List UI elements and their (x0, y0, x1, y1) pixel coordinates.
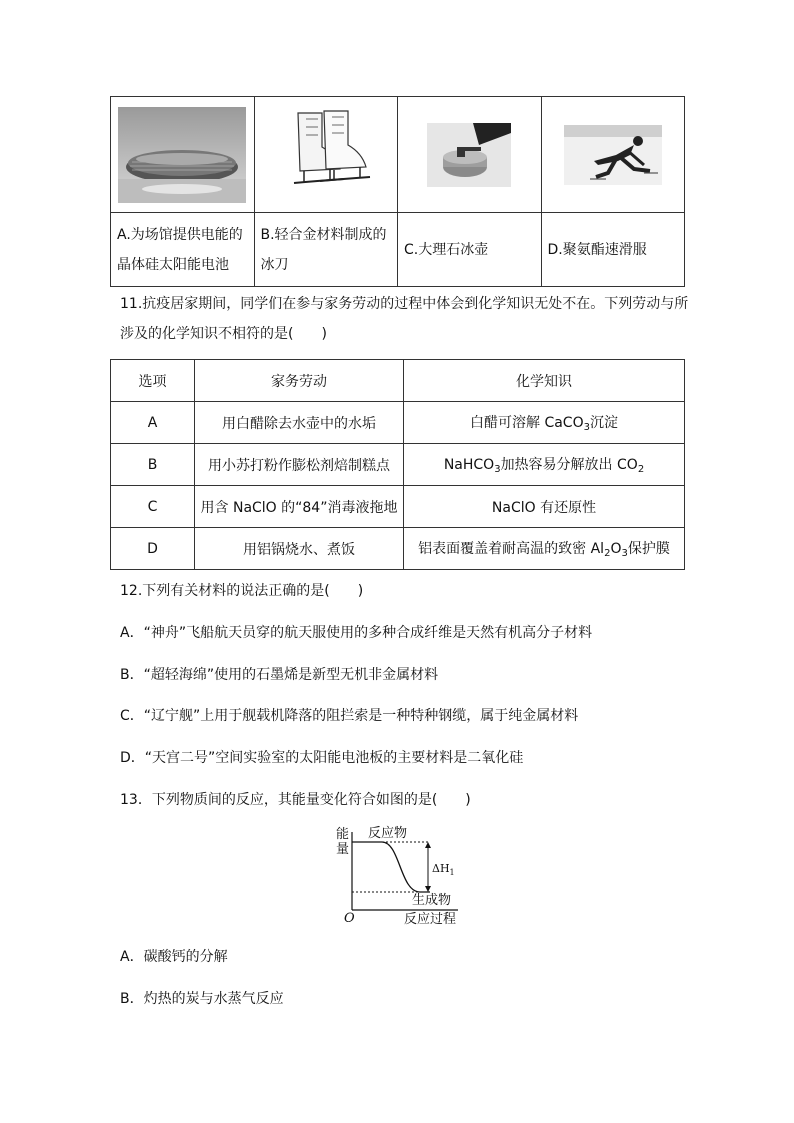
q10-table (110, 96, 685, 287)
q10-caption-b: B.轻合金材料制成的冰刀 (254, 213, 398, 287)
table-row (111, 528, 685, 570)
q11-row-knowledge: NaClO 有还原性 (404, 486, 685, 528)
x-axis-label: 反应过程 (404, 912, 457, 927)
curling-stone-image (427, 123, 511, 187)
ice-skates-image (276, 107, 376, 203)
q11-row-option: D (111, 528, 195, 570)
reactant-label: 反应物 (368, 826, 408, 841)
q11-table (110, 359, 685, 570)
energy-diagram (330, 822, 470, 928)
q11-row-knowledge: 白醋可溶解 CaCO$_3$沉淀 (404, 402, 685, 444)
q11-row-work: 用小苏打粉作膨松剂焙制糕点 (195, 444, 404, 486)
q13-option-b: B．灼热的炭与水蒸气反应 (120, 991, 284, 1007)
q12-option-d: D．“天宫二号”空间实验室的太阳能电池板的主要材料是二氧化硅 (120, 750, 524, 766)
q10-caption-a: A.为场馆提供电能的晶体硅太阳能电池 (111, 213, 255, 287)
q12-stem: 12.下列有关材料的说法正确的是( ) (120, 583, 364, 599)
q11-header-work: 家务劳动 (195, 360, 404, 402)
q10-caption-d: D.聚氨酯速滑服 (541, 213, 685, 287)
q11-row-knowledge: NaHCO$_3$加热容易分解放出 $CO_2$ (404, 444, 685, 486)
energy-axis-label-1: 能 (336, 827, 350, 842)
q11-row-work: 用白醋除去水壶中的水垢 (195, 402, 404, 444)
stadium-image (118, 107, 246, 203)
q10-pic-cell-c (398, 97, 542, 213)
speed-skater-image (564, 125, 662, 185)
delta-h-label: $\Delta H_1$ (432, 862, 455, 877)
q11-row-option: A (111, 402, 195, 444)
q10-pic-cell-d (541, 97, 685, 213)
q12-option-a: A．“神舟”飞船航天员穿的航天服使用的多种合成纤维是天然有机高分子材料 (120, 625, 593, 641)
q13-option-a: A．碳酸钙的分解 (120, 949, 228, 965)
product-label: 生成物 (412, 893, 452, 908)
table-row (111, 402, 685, 444)
q11-row-knowledge: 铝表面覆盖着耐高温的致密 $Al_2O_3$保护膜 (404, 528, 685, 570)
q11-header-knowledge: 化学知识 (404, 360, 685, 402)
q10-pic-cell-b (254, 97, 398, 213)
q12-option-b: B．“超轻海绵”使用的石墨烯是新型无机非金属材料 (120, 667, 439, 683)
q11-row-work: 用含 NaClO 的“84”消毒液拖地 (195, 486, 404, 528)
table-row (111, 444, 685, 486)
table-row (111, 486, 685, 528)
q13-stem: 13．下列物质间的反应，其能量变化符合如图的是( ) (120, 792, 471, 808)
q11-row-option: B (111, 444, 195, 486)
origin-label: O (344, 911, 355, 926)
q11-row-option: C (111, 486, 195, 528)
q11-header-option: 选项 (111, 360, 195, 402)
q10-caption-c: C.大理石冰壶 (398, 213, 542, 287)
q11-stem: 11.抗疫居家期间，同学们在参与家务劳动的过程中体会到化学知识无处不在。下列劳动与所涉及的化学知识不相符的是( ) (120, 296, 689, 342)
q12-option-c: C．“辽宁舰”上用于舰载机降落的阻拦索是一种特种钢缆，属于纯金属材料 (120, 708, 579, 724)
q11-row-work: 用铝锅烧水、煮饭 (195, 528, 404, 570)
q10-pic-cell-a (111, 97, 255, 213)
energy-axis-label-2: 量 (336, 842, 350, 857)
